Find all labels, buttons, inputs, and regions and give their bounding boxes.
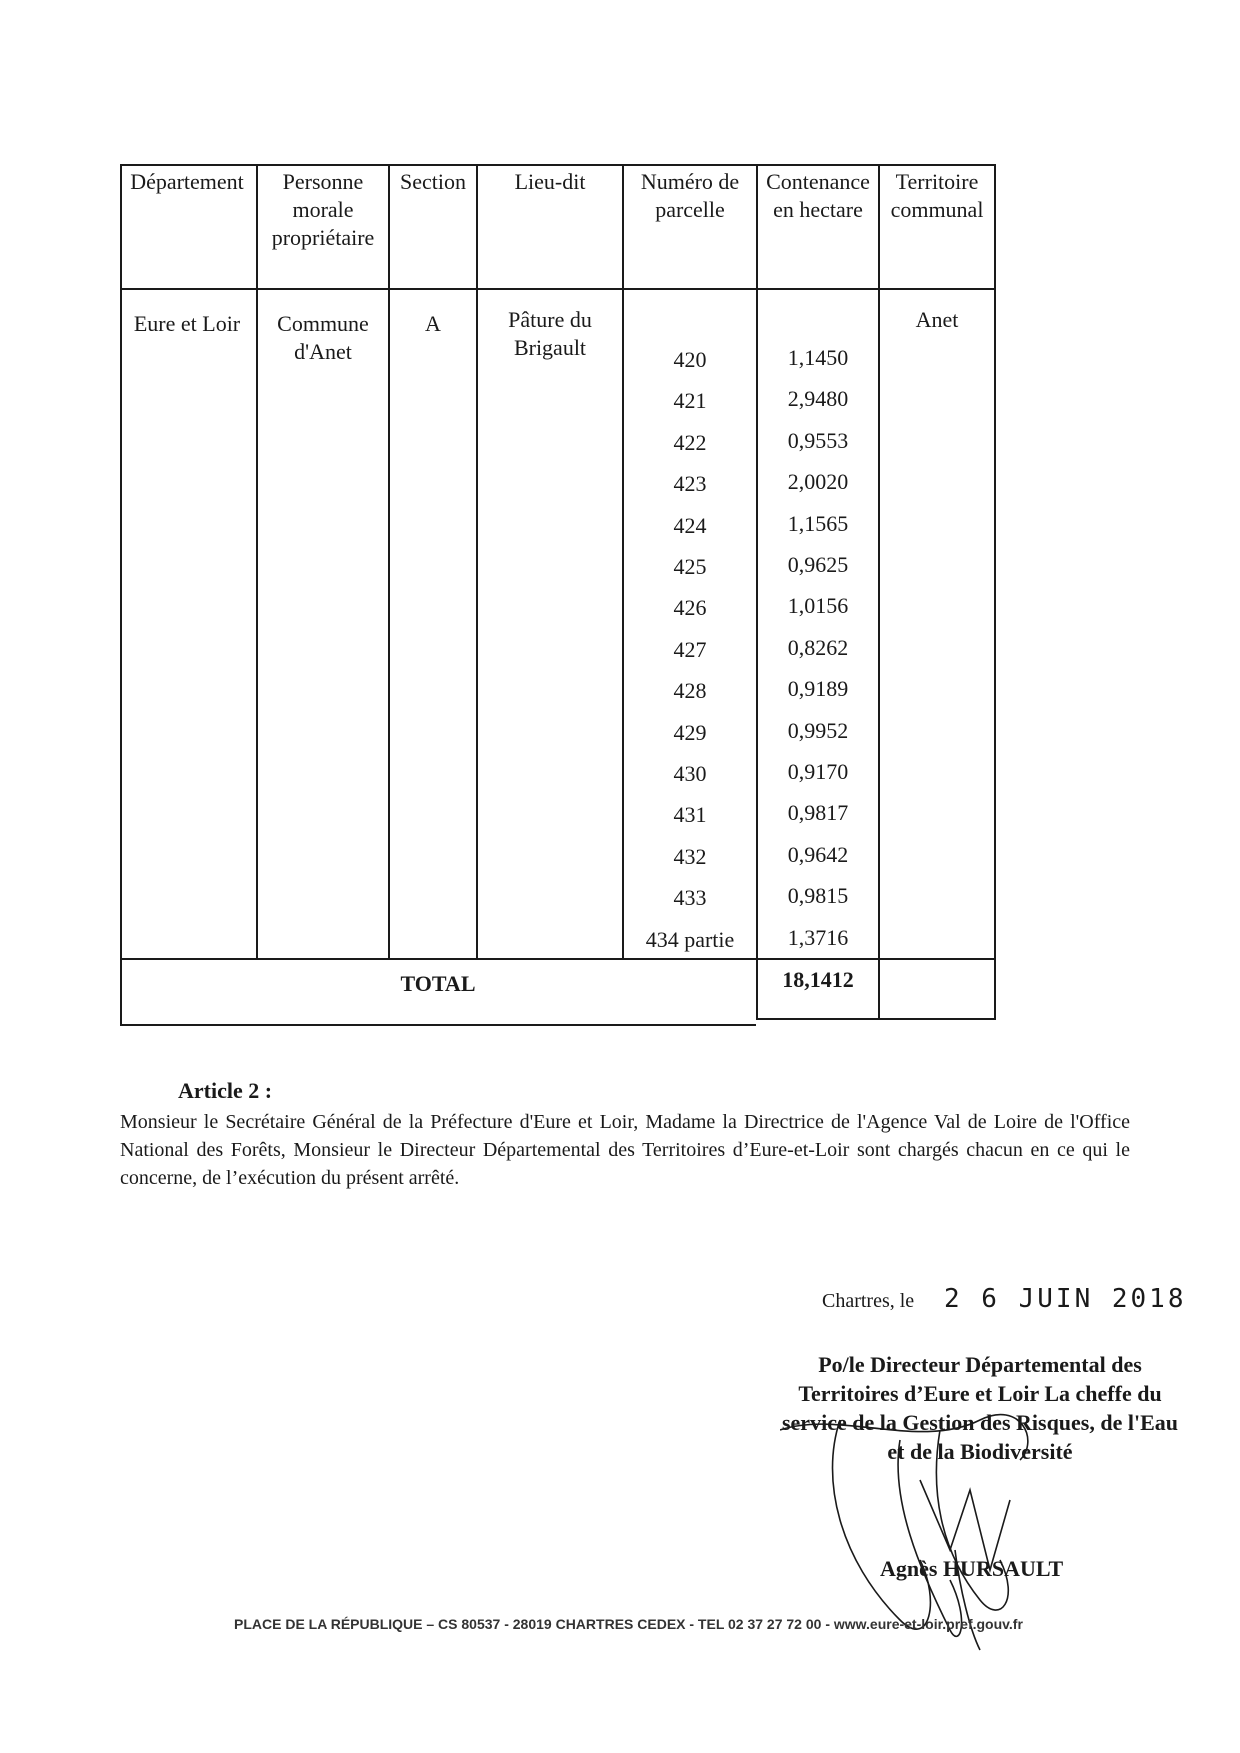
parcel-area: 0,9815 xyxy=(787,883,849,908)
parcel-area: 1,0156 xyxy=(787,593,849,618)
header-contenance: Contenance en hectare xyxy=(766,169,870,222)
parcel-area: 2,0020 xyxy=(787,469,849,494)
parcel-area: 0,9817 xyxy=(787,800,849,825)
parcel-area: 0,9625 xyxy=(787,552,849,577)
parcel-area: 0,9189 xyxy=(787,676,849,701)
table-rule xyxy=(120,164,122,1024)
parcel-area: 0,9170 xyxy=(787,759,849,784)
header-section: Section xyxy=(400,169,466,194)
parcel-area: 1,1565 xyxy=(787,511,849,536)
header-territoire: Territoire communal xyxy=(890,169,984,222)
table-rule xyxy=(878,164,880,1020)
footer-address: PLACE DE LA RÉPUBLIQUE – CS 80537 - 28019 CHARTRES CEDEX - TEL 02 37 27 72 00 - www.eure-et-loir.pref.gouv.fr xyxy=(234,1616,1023,1632)
signer-name: Agnès HURSAULT xyxy=(880,1556,1064,1581)
parcel-area: 0,9952 xyxy=(787,718,849,743)
header-lieu-dit: Lieu-dit xyxy=(514,169,586,194)
article-text: Monsieur le Secrétaire Général de la Préfecture d'Eure et Loir, Madame la Directrice de l'Agence Val de Loire de l'Office National des Forêts, Monsieur le Directeur Départemental des Territoires d’Eure-et-Loir sont chargés chacun en ce qui le concerne, de l’exécution du présent arrêté. xyxy=(120,1111,1130,1189)
total-value: 18,1412 xyxy=(782,967,854,992)
parcel-number: 421 xyxy=(673,388,707,413)
cell-lieu-dit: Pâture du Brigault xyxy=(508,307,592,360)
table-rule xyxy=(120,288,996,290)
table-rule xyxy=(388,164,390,960)
parcel-number: 422 xyxy=(673,430,707,455)
date-stamp: 2 6 JUIN 2018 xyxy=(944,1284,1187,1314)
place-label: Chartres, le xyxy=(822,1290,915,1312)
parcel-number: 433 xyxy=(673,885,707,910)
table-rule xyxy=(120,958,996,960)
table-rule xyxy=(994,164,996,1020)
parcel-number: 432 xyxy=(673,844,707,869)
table-rule xyxy=(256,164,258,960)
table-rule xyxy=(120,164,996,166)
parcel-number: 425 xyxy=(673,554,707,579)
parcel-number: 431 xyxy=(673,802,707,827)
parcel-number: 429 xyxy=(673,720,707,745)
header-departement: Département xyxy=(130,169,244,194)
table-rule xyxy=(756,164,758,1020)
parcel-number: 424 xyxy=(673,513,707,538)
total-label: TOTAL xyxy=(400,971,476,996)
article-title: Article 2 : xyxy=(178,1078,273,1103)
parcel-number: 420 xyxy=(673,347,707,372)
header-numero: Numéro de parcelle xyxy=(640,169,740,222)
parcel-area: 1,1450 xyxy=(787,345,849,370)
parcel-number: 428 xyxy=(673,678,707,703)
parcel-area: 2,9480 xyxy=(787,386,849,411)
cell-departement: Eure et Loir xyxy=(133,311,241,336)
parcel-number: 426 xyxy=(673,595,707,620)
parcel-number: 430 xyxy=(673,761,707,786)
parcel-area: 0,9553 xyxy=(787,428,849,453)
header-personne-morale: Personne morale propriétaire xyxy=(271,169,375,250)
table-rule xyxy=(476,164,478,960)
table-rule xyxy=(756,1018,996,1020)
cell-personne-morale: Commune d'Anet xyxy=(277,311,369,364)
parcel-area: 1,3716 xyxy=(787,925,849,950)
parcel-number: 423 xyxy=(673,471,707,496)
cell-section: A xyxy=(425,311,441,336)
parcel-area: 0,8262 xyxy=(787,635,849,660)
parcel-area: 0,9642 xyxy=(787,842,849,867)
parcel-number: 427 xyxy=(673,637,707,662)
parcel-number: 434 partie xyxy=(645,927,735,952)
cell-territoire: Anet xyxy=(915,307,959,332)
signatory-block: Po/le Directeur Départemental des Territoires d’Eure et Loir La cheffe du service de la Gestion des Risques, de l'Eau et de la Biodiversité xyxy=(781,1352,1178,1464)
table-rule xyxy=(120,1024,756,1026)
